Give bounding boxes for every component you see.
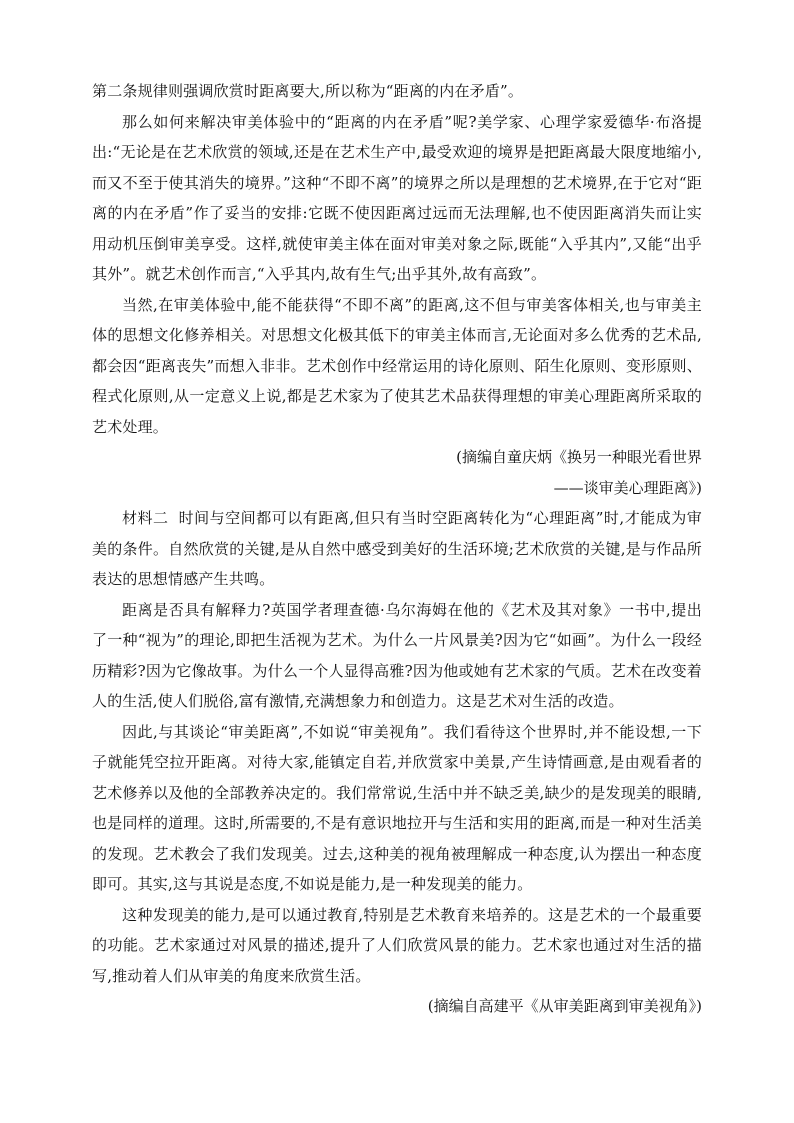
source-citation-2: (摘编自高建平《从审美距离到审美视角》) — [427, 997, 702, 1015]
paragraph-continuation: 第二条规律则强调欣赏时距离要大,所以称为“距离的内在矛盾”。 — [92, 82, 524, 100]
material-two-paragraph — [92, 503, 702, 595]
material-two-label: 材料二 — [122, 509, 169, 527]
paragraph-education: 这种发现美的能力,是可以通过教育,特别是艺术教育来培养的。这是艺术的一个最重要的功能。艺术家通过对风景的描述,提升了人们欣赏风景的能力。艺术家也通过对生活的描写,推动着人们从审美的角度来欣赏生活。 — [92, 905, 702, 985]
paragraph-distance-contradiction: 那么如何来解决审美体验中的“距离的内在矛盾”呢?美学家、心理学家爱德华·布洛提出:“无论是在艺术欣赏的领域,还是在艺术生产中,最受欢迎的境界是把距离最大限度地缩小,而又不至于使其消失的境界。”这种“不即不离”的境界之所以是理想的艺术境界,在于它对“距离的内在矛盾”作了妥当的安排:它既不使因距离过远而无法理解,也不使因距离消失而让实用动机压倒审美享受。这样,就使审美主体在面对审美对象之际,既能“入乎其内”,又能“出乎其外”。就艺术创作而言,“入乎其内,故有生气;出乎其外,故有高致”。 — [92, 112, 702, 283]
material-two-text: 时间与空间都可以有距离,但只有当时空距离转化为“心理距离”时,才能成为审美的条件。自然欣赏的关键,是从自然中感受到美好的生活环境;艺术欣赏的关键,是与作品所表达的思想情感产生共鸣。 — [92, 509, 702, 588]
paragraph-aesthetic-perspective: 因此,与其谈论“审美距离”,不如说“审美视角”。我们看待这个世界时,并不能设想,一下子就能凭空拉开距离。对待大家,能镇定自若,并欣赏家中美景,产生诗情画意,是由观看者的艺术修养以及他的全部教养决定的。我们常常说,生活中并不缺乏美,缺少的是发现美的眼睛,也是同样的道理。这时,所需要的,不是有意识地拉开与生活和实用的距离,而是一种对生活美的发现。艺术教会了我们发现美。过去,这种美的视角被理解成一种态度,认为摆出一种态度即可。其实,这与其说是态度,不如说是能力,是一种发现美的能力。 — [92, 722, 702, 893]
source-citation-1-line1: (摘编自童庆炳《换另一种眼光看世界 — [456, 448, 702, 466]
paragraph-aesthetic-subject: 当然,在审美体验中,能不能获得“不即不离”的距离,这不但与审美客体相关,也与审美主体的思想文化修养相关。对思想文化极其低下的审美主体而言,无论面对多么优秀的艺术品,都会因“距离丧失”而想入非非。艺术创作中经常运用的诗化原则、陌生化原则、变形原则、程式化原则,从一定意义上说,都是艺术家为了使其艺术品获得理想的审美心理距离所采取的艺术处理。 — [92, 295, 702, 436]
paragraph-explanatory-power: 距离是否具有解释力?英国学者理查德·乌尔海姆在他的《艺术及其对象》一书中,提出了一种“视为”的理论,即把生活视为艺术。为什么一片风景美?因为它“如画”。为什么一段经历精彩?因为它像故事。为什么一个人显得高雅?因为他或她有艺术家的气质。艺术在改变着人的生活,使人们脱俗,富有激情,充满想象力和创造力。这是艺术对生活的改造。 — [92, 600, 702, 710]
source-citation-1-line2: ——谈审美心理距离》) — [553, 478, 702, 497]
